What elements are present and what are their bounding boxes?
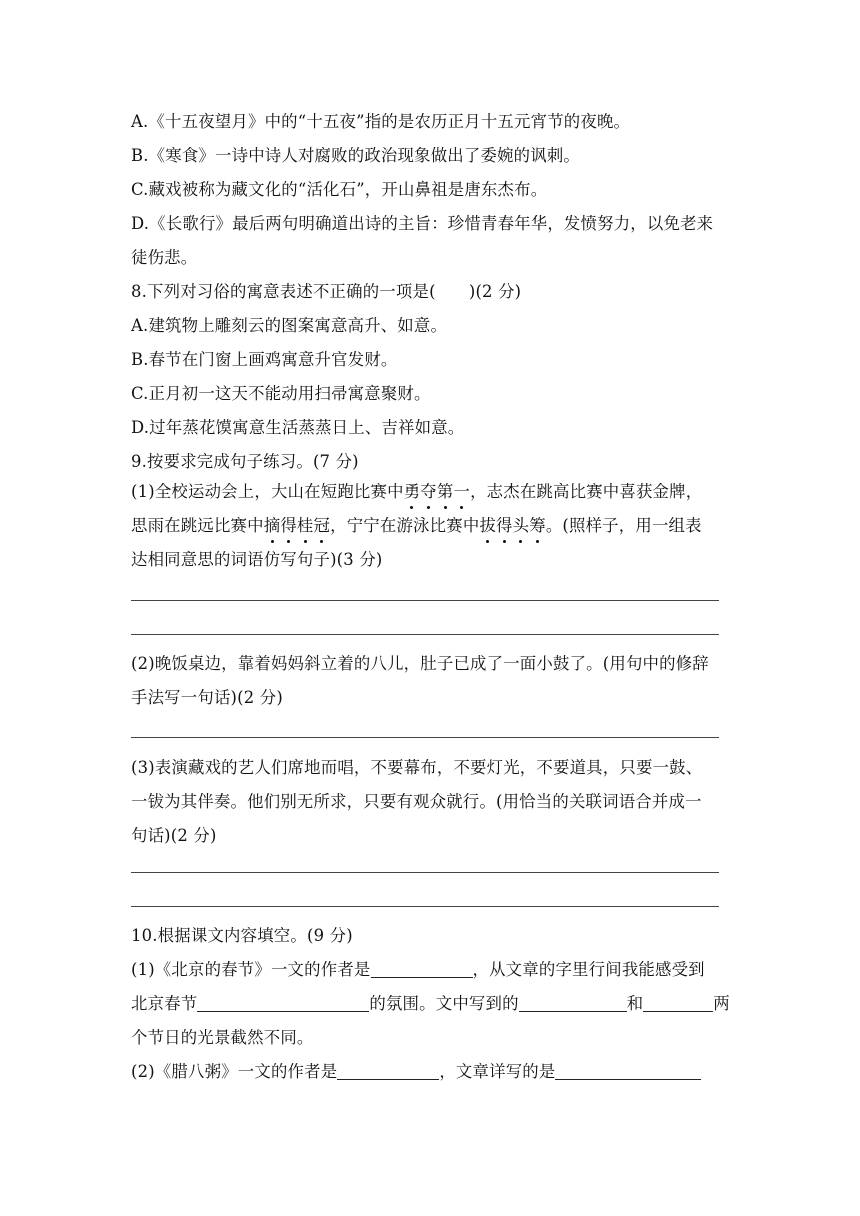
q10-text: (1)《北京的春节》一文的作者是 [131,960,371,979]
fill-blank[interactable] [337,1061,439,1080]
emphasis-char: 筹 [529,514,546,538]
q9-part2-line2: 手法写一句话)(2 分) [131,688,283,707]
q10-text: 的氛围。文中写到的 [369,994,519,1013]
q10-text: 北京春节 [131,994,198,1013]
q10-text: 和 [626,994,644,1013]
q8-option-c: C.正月初一这天不能动用扫帚寓意聚财。 [131,384,431,403]
q9-part1-line1 [131,480,702,504]
q8-option-a: A.建筑物上雕刻云的图案寓意高升、如意。 [131,316,448,335]
answer-line[interactable] [131,872,719,873]
q7-option-d: D.《长歌行》最后两句明确道出诗的主旨：珍惜青春年华，发愤努力，以免老来 [131,214,714,233]
emphasis-char: 头 [513,514,530,538]
q9-part3-line2: 一钹为其伴奏。他们别无所求，只要有观众就行。(用恰当的关联词语合并成一 [131,792,702,811]
q8-question: 8.下列对习俗的寓意表述不正确的一项是( )(2 分) [131,282,522,301]
fill-blank[interactable] [197,993,369,1012]
fill-blank[interactable] [519,993,627,1012]
q10-text: (2)《腊八粥》一文的作者是 [131,1062,338,1081]
answer-line[interactable] [131,906,719,907]
fill-blank[interactable] [371,959,473,978]
q8-option-b: B.春节在门窗上画鸡寓意升官发财。 [131,350,398,369]
emphasis-char: 冠 [314,514,331,538]
emphasis-char: 第 [437,480,454,504]
emphasis-char: 得 [496,514,513,538]
q9-text: 思雨在跳远比赛中 [131,516,264,535]
emphasis-char: 一 [453,480,470,504]
q9-text: (1)全校运动会上，大山在短跑比赛中 [131,482,404,501]
q9-part3-line3: 句话)(2 分) [131,826,217,845]
q10-text: 两 [713,994,730,1013]
emphasis-char: 桂 [297,514,314,538]
q10-part1-line3: 个节日的光景截然不同。 [131,1028,314,1047]
q10-text: ，从文章的字里行间我能感受到 [472,960,705,979]
q9-title: 9.按要求完成句子练习。(7 分) [131,452,359,471]
q9-part3-line1: (3)表演藏戏的艺人们席地而唱，不要幕布，不要灯光，不要道具，只要一鼓、 [131,758,703,777]
q7-option-d-cont: 徒伤悲。 [131,248,198,267]
q9-part1-line3: 达相同意思的词语仿写句子)(3 分) [131,550,383,569]
q9-text: ，志杰在跳高比赛中喜获金牌， [470,482,703,501]
q9-text: 。(照样子，用一组表 [545,516,702,535]
q7-option-c: C.藏戏被称为藏文化的“活化石”，开山鼻祖是唐东杰布。 [131,180,548,199]
emphasis-char: 拔 [479,514,496,538]
emphasis-char: 得 [280,514,297,538]
fill-blank[interactable] [643,993,713,1012]
q10-part1-line2 [131,992,730,1016]
q7-option-a: A.《十五夜望月》中的“十五夜”指的是农历正月十五元宵节的夜晚。 [131,112,631,131]
q9-part2-line1: (2)晚饭桌边，靠着妈妈斜立着的八儿，肚子已成了一面小鼓了。(用句中的修辞 [131,654,709,673]
q10-title: 10.根据课文内容填空。(9 分) [131,926,353,945]
fill-blank[interactable] [555,1061,701,1080]
answer-line[interactable] [131,600,719,601]
answer-line[interactable] [131,634,719,635]
emphasis-char: 夺 [420,480,437,504]
q7-option-b: B.《寒食》一诗中诗人对腐败的政治现象做出了委婉的讽刺。 [131,146,581,165]
q10-part2-line1 [131,1060,701,1084]
q9-text: ，宁宁在游泳比赛中 [330,516,480,535]
q8-option-d: D.过年蒸花馍寓意生活蒸蒸日上、吉祥如意。 [131,418,465,437]
q9-part1-line2 [131,514,702,538]
answer-line[interactable] [131,737,719,738]
emphasis-char: 摘 [264,514,281,538]
q10-text: ，文章详写的是 [439,1062,556,1081]
q10-part1-line1 [131,958,705,982]
emphasis-char: 勇 [404,480,421,504]
